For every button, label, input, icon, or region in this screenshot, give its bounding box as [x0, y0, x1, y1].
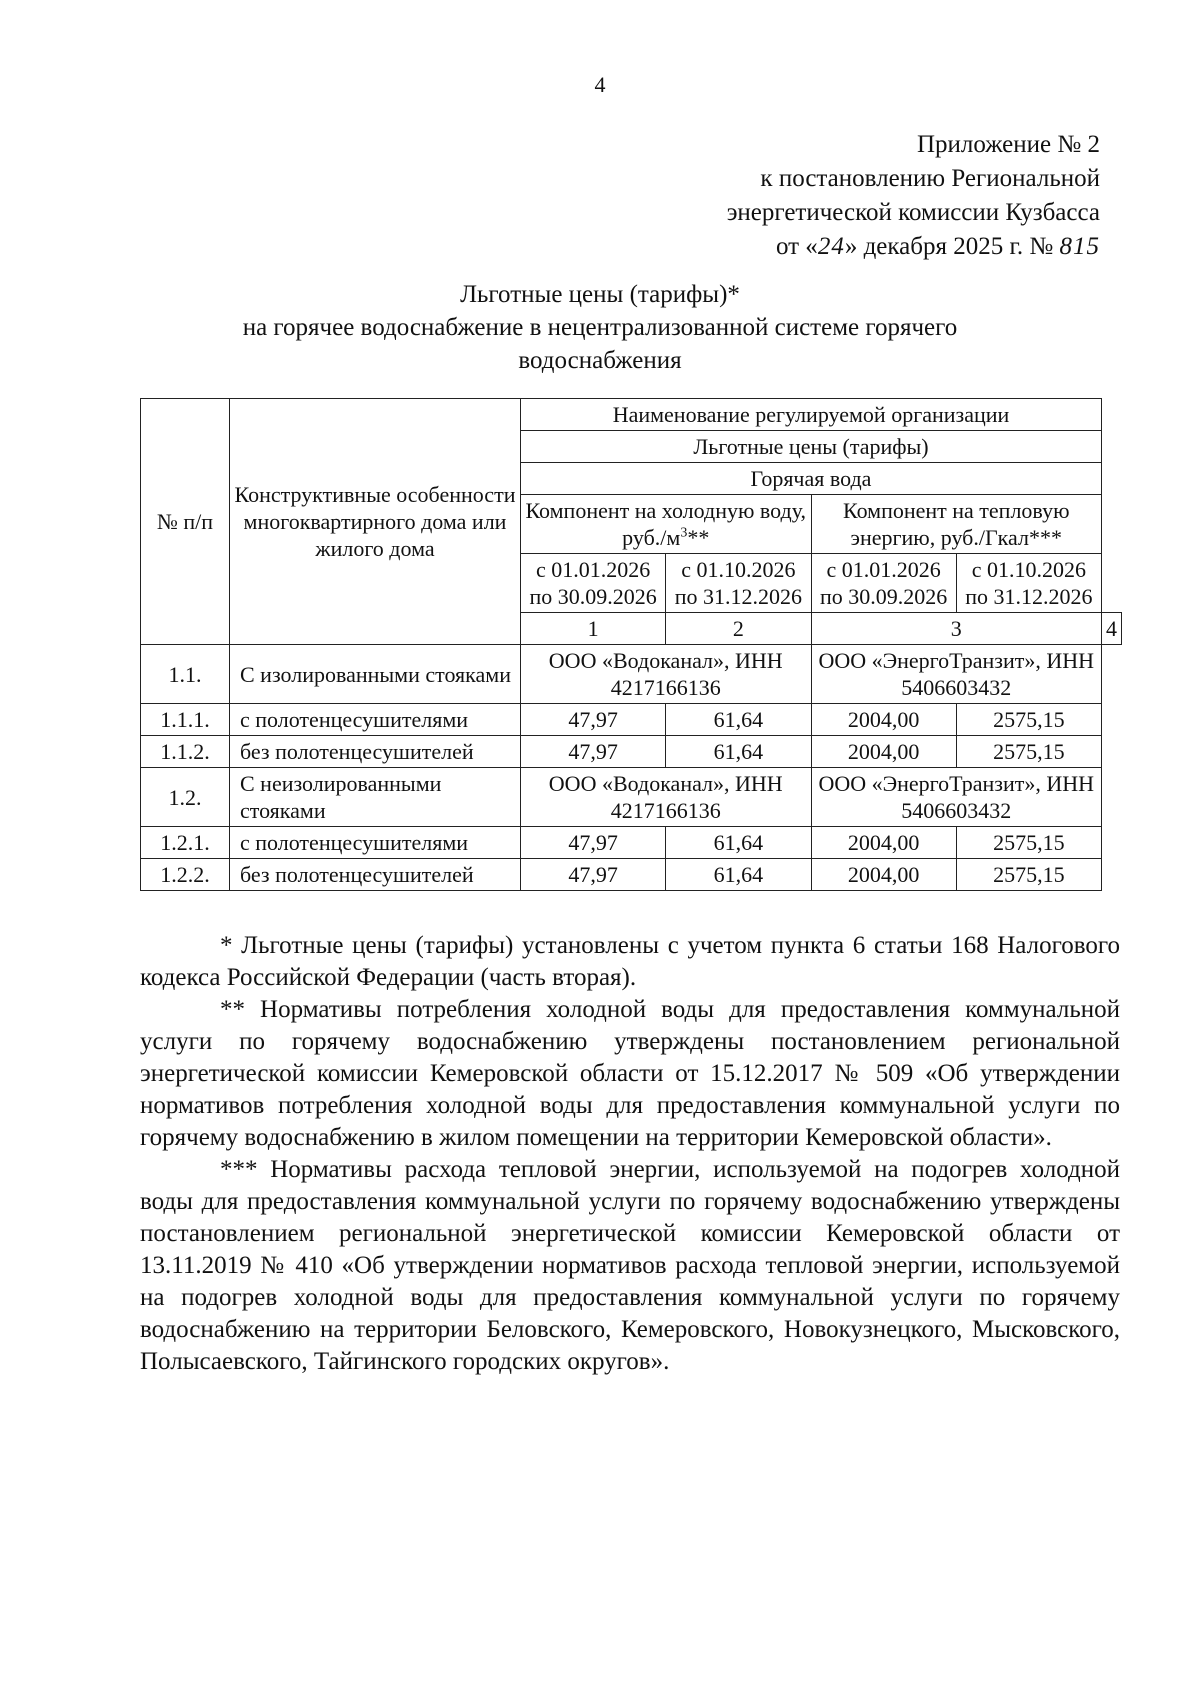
header-cold-component [521, 495, 812, 554]
row-num: 1.1.2. [141, 736, 230, 768]
document-title [0, 278, 1200, 377]
header-period-4: с 01.10.2026 по 31.12.2026 [956, 554, 1101, 613]
row-value: 2575,15 [956, 736, 1101, 768]
row-desc: С изолированными стояками [230, 645, 521, 704]
row-desc: без полотенцесушителей [230, 736, 521, 768]
appendix-title: Приложение № 2 [916, 131, 1100, 158]
row-desc: с полотенцесушителями [230, 827, 521, 859]
page-number: 4 [594, 72, 606, 97]
header-period-2: с 01.10.2026 по 31.12.2026 [666, 554, 811, 613]
row-value: 2575,15 [956, 827, 1101, 859]
header-num: № п/п [141, 399, 230, 645]
row-num: 1.2. [141, 768, 230, 827]
header-period-1: с 01.01.2026 по 30.09.2026 [521, 554, 666, 613]
row-value: 61,64 [666, 859, 811, 891]
footnote-3: *** Нормативы расхода тепловой энергии, используемой на подогрев холодной воды для предоставления коммунальной услуги по горячему водоснабжению утверждены постановлением региональной энергетической комиссии Кемеровской области от 13.11.2019 № 410 «Об утверждении нормативов расхода тепловой энергии, используемой на подогрев холодной воды для предоставления коммунальной услуги по горячему водоснабжению на территории Беловского, Кемеровского, Новокузнецкого, Мысковского, Полысаевского, Тайгинского городских округов». [140, 1156, 1120, 1375]
row-num: 1.1.1. [141, 704, 230, 736]
table-row [141, 736, 1122, 768]
row-num: 1.2.2. [141, 859, 230, 891]
row-value: 2004,00 [811, 736, 956, 768]
date-middle: » декабря 2025 г. № [844, 233, 1054, 260]
header-period-3: с 01.01.2026 по 30.09.2026 [811, 554, 956, 613]
table-row [141, 768, 1122, 827]
colnum-2: 2 [666, 613, 811, 645]
cold-component-label: Компонент на холодную воду, руб./м [525, 498, 807, 550]
row-org-heat: ООО «ЭнергоТранзит», ИНН 5406603432 [811, 768, 1102, 827]
date-prefix: от « [775, 233, 818, 260]
footnote-1: * Льготные цены (тарифы) установлены с учетом пункта 6 статьи 168 Налогового кодекса Российской Федерации (часть вторая). [140, 932, 1120, 991]
footnote-2: ** Нормативы потребления холодной воды для предоставления коммунальной услуги по горячему водоснабжению утверждены постановлением региональной энергетической комиссии Кемеровской области от 15.12.2017 № 509 «Об утверждении нормативов потребления холодной воды для предоставления коммунальной услуги по горячему водоснабжению в жилом помещении на территории Кемеровской области». [140, 996, 1120, 1151]
row-org-cold: ООО «Водоканал», ИНН 4217166136 [521, 768, 812, 827]
row-value: 61,64 [666, 827, 811, 859]
header-heat-component: Компонент на тепловую энергию, руб./Гкал*** [811, 495, 1102, 554]
row-value: 47,97 [521, 859, 666, 891]
handwritten-day: 24 [817, 233, 845, 260]
appendix-commission: энергетической комиссии Кузбасса [726, 199, 1100, 226]
row-value: 47,97 [521, 736, 666, 768]
appendix-header [620, 128, 1100, 264]
appendix-date-line [620, 230, 1100, 264]
appendix-resolution: к постановлению Региональной [760, 165, 1100, 192]
cold-component-suffix: ** [687, 525, 710, 550]
cold-component-sup: 3 [680, 525, 688, 541]
row-num: 1.1. [141, 645, 230, 704]
colnum-3: 3 [811, 613, 1102, 645]
header-desc: Конструктивные особенности многоквартирного дома или жилого дома [230, 399, 521, 645]
row-value: 2575,15 [956, 859, 1101, 891]
table-row [141, 827, 1122, 859]
footnotes [140, 930, 1120, 1378]
row-desc: С неизолированными стояками [230, 768, 521, 827]
colnum-4: 4 [1102, 613, 1122, 645]
table-row [141, 859, 1122, 891]
row-desc: с полотенцесушителями [230, 704, 521, 736]
row-num: 1.2.1. [141, 827, 230, 859]
title-line-1: Льготные цены (тарифы)* [460, 281, 740, 308]
row-org-heat: ООО «ЭнергоТранзит», ИНН 5406603432 [811, 645, 1102, 704]
header-org: Наименование регулируемой организации [521, 399, 1102, 431]
row-value: 2004,00 [811, 859, 956, 891]
row-value: 2004,00 [811, 704, 956, 736]
row-desc: без полотенцесушителей [230, 859, 521, 891]
title-line-2: на горячее водоснабжение в нецентрализованной системе горячего [242, 314, 958, 341]
row-value: 2575,15 [956, 704, 1101, 736]
row-value: 47,97 [521, 827, 666, 859]
handwritten-number: 815 [1059, 233, 1100, 260]
title-line-3: водоснабжения [518, 347, 682, 374]
row-value: 61,64 [666, 704, 811, 736]
row-value: 47,97 [521, 704, 666, 736]
row-value: 61,64 [666, 736, 811, 768]
table-row [141, 645, 1122, 704]
table-row [141, 704, 1122, 736]
colnum-1: 1 [521, 613, 666, 645]
row-value: 2004,00 [811, 827, 956, 859]
header-prices: Льготные цены (тарифы) [521, 431, 1102, 463]
row-org-cold: ООО «Водоканал», ИНН 4217166136 [521, 645, 812, 704]
header-water: Горячая вода [521, 463, 1102, 495]
tariff-table [140, 398, 1122, 891]
